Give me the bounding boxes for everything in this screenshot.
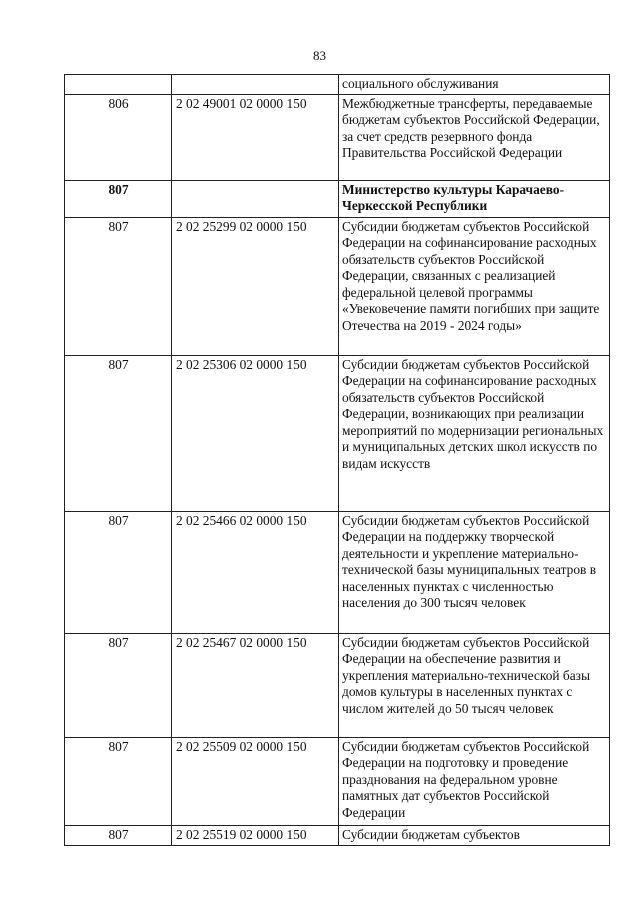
table-row	[65, 511, 610, 633]
description-cell: социального обслуживания	[339, 75, 610, 95]
table-body	[65, 75, 610, 846]
admin-code-cell	[65, 75, 172, 95]
description-cell: Субсидии бюджетам субъектов Российской Федерации на поддержку творческой деятельности и укрепление материально-технической базы муниципальных театров в населенных пунктах с численностью населения до 300 тысяч человек	[339, 511, 610, 633]
table-row	[65, 217, 610, 355]
budget-code-cell: 2 02 25509 02 0000 150	[172, 737, 339, 825]
budget-code-cell: 2 02 49001 02 0000 150	[172, 94, 339, 180]
description-cell: Министерство культуры Карачаево-Черкесской Республики	[339, 180, 610, 217]
admin-code-cell: 806	[65, 94, 172, 180]
table-row	[65, 633, 610, 737]
budget-code-cell: 2 02 25519 02 0000 150	[172, 825, 339, 845]
budget-classification-table	[64, 74, 610, 846]
budget-code-cell: 2 02 25299 02 0000 150	[172, 217, 339, 355]
budget-code-cell: 2 02 25467 02 0000 150	[172, 633, 339, 737]
table-row	[65, 355, 610, 511]
budget-code-cell	[172, 75, 339, 95]
admin-code-cell: 807	[65, 180, 172, 217]
table-row	[65, 94, 610, 180]
description-cell: Субсидии бюджетам субъектов Российской Федерации на софинансирование расходных обязательств субъектов Российской Федерации, возникающих при реализации мероприятий по модернизации региональных и муниципальных детских школ искусств по видам искусств	[339, 355, 610, 511]
budget-code-cell: 2 02 25466 02 0000 150	[172, 511, 339, 633]
page-number: 83	[313, 48, 326, 63]
table-row	[65, 75, 610, 95]
admin-code-cell: 807	[65, 633, 172, 737]
budget-code-cell	[172, 180, 339, 217]
admin-code-cell: 807	[65, 825, 172, 845]
admin-code-cell: 807	[65, 217, 172, 355]
admin-code-cell: 807	[65, 511, 172, 633]
admin-code-cell: 807	[65, 737, 172, 825]
budget-code-cell: 2 02 25306 02 0000 150	[172, 355, 339, 511]
description-cell: Субсидии бюджетам субъектов Российской Федерации на подготовку и проведение празднования на федеральном уровне памятных дат субъектов Российской Федерации	[339, 737, 610, 825]
table-row	[65, 737, 610, 825]
table-row	[65, 825, 610, 845]
description-cell: Субсидии бюджетам субъектов Российской Федерации на софинансирование расходных обязательств субъектов Российской Федерации, связанных с реализацией федеральной целевой программы «Увековечение памяти погибших при защите Отечества на 2019 - 2024 годы»	[339, 217, 610, 355]
description-cell: Межбюджетные трансферты, передаваемые бюджетам субъектов Российской Федерации, за счет средств резервного фонда Правительства Российской Федерации	[339, 94, 610, 180]
admin-code-cell: 807	[65, 355, 172, 511]
description-cell: Субсидии бюджетам субъектов	[339, 825, 610, 845]
table-section-header-row	[65, 180, 610, 217]
description-cell: Субсидии бюджетам субъектов Российской Федерации на обеспечение развития и укрепления материально-технической базы домов культуры в населенных пунктах с числом жителей до 50 тысяч человек	[339, 633, 610, 737]
